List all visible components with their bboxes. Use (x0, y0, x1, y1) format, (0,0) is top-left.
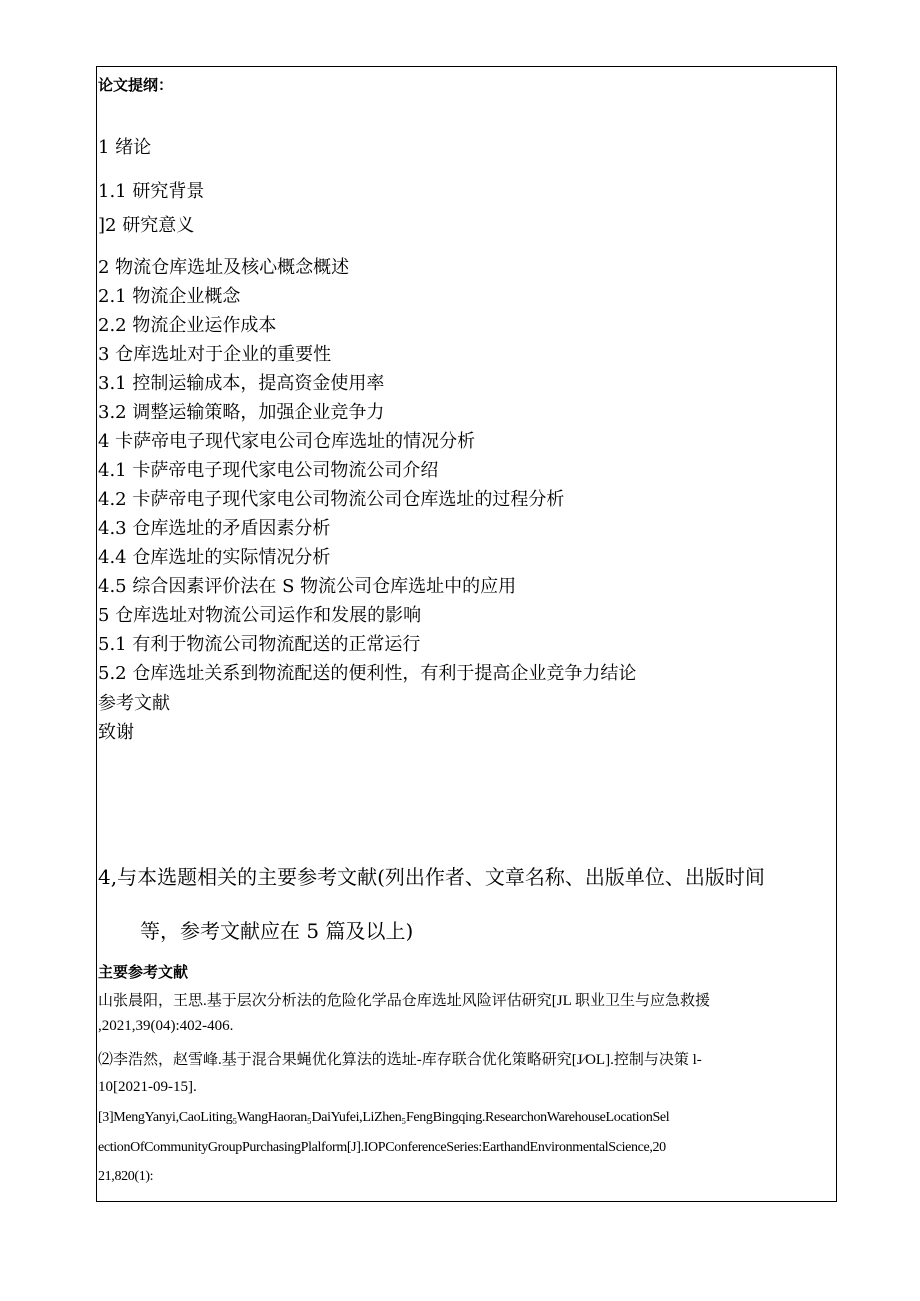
toc-item: 4.4 仓库选址的实际情况分析 (98, 547, 331, 568)
toc-item: 3 仓库选址对于企业的重要性 (98, 344, 332, 365)
toc-item: 4.5 综合因素评价法在 S 物流公司仓库选址中的应用 (98, 576, 517, 597)
section-heading-continued: 等，参考文献应在 5 篇及以上) (140, 919, 414, 943)
reference-line: [3]MengYanyi,CaoLiting₅WangHaoran₅DaiYufei,LiZhen₅FengBingqing.ResearchonWarehouseLocationSel (98, 1110, 670, 1125)
toc-item: 1 绪论 (98, 137, 152, 158)
toc-item: 3.2 调整运输策略，加强企业竞争力 (98, 402, 385, 423)
toc-item: 4 卡萨帝电子现代家电公司仓库选址的情况分析 (98, 431, 476, 452)
outline-title: 论文提纲： (98, 76, 174, 94)
toc-item: 5.1 有利于物流公司物流配送的正常运行 (98, 634, 421, 655)
reference-line: ectionOfCommunityGroupPurchasingPlalform[J].IOPConferenceSeries:EarthandEnvironmentalScience,20 (98, 1140, 666, 1155)
toc-item: 4.2 卡萨帝电子现代家电公司物流公司仓库选址的过程分析 (98, 489, 565, 510)
toc-item: ]2 研究意义 (98, 215, 195, 236)
reference-line: ⑵李浩然，赵雪峰.基于混合果蝇优化算法的选址-库存联合优化策略研究[J⁄OL].控制与决策 l- (98, 1052, 702, 1068)
toc-item: 4.3 仓库选址的矛盾因素分析 (98, 518, 331, 539)
toc-item: 致谢 (98, 722, 134, 743)
reference-line: 山张晨阳，王思.基于层次分析法的危险化学品仓库选址风险评估研究[JL 职业卫生与应急救援 (98, 993, 710, 1009)
reference-line: ,2021,39(04):402-406. (98, 1018, 234, 1034)
toc-item: 1.1 研究背景 (98, 181, 205, 202)
reference-line: 10[2021-09-15]. (98, 1079, 197, 1095)
toc-item: 5.2 仓库选址关系到物流配送的便利性，有利于提高企业竞争力结论 (98, 663, 637, 684)
toc-item: 2 物流仓库选址及核心概念概述 (98, 257, 350, 278)
toc-item: 3.1 控制运输成本，提高资金使用率 (98, 373, 385, 394)
toc-item: 2.2 物流企业运作成本 (98, 315, 277, 336)
reference-line: 21,820(1): (98, 1169, 154, 1184)
toc-item: 2.1 物流企业概念 (98, 286, 241, 307)
toc-item: 5 仓库选址对物流公司运作和发展的影响 (98, 605, 422, 626)
toc-item: 4.1 卡萨帝电子现代家电公司物流公司介绍 (98, 460, 439, 481)
toc-item: 参考文献 (98, 693, 170, 714)
section-heading: 4,与本选题相关的主要参考文献(列出作者、文章名称、出版单位、出版时间 (98, 865, 765, 889)
references-title: 主要参考文献 (98, 963, 189, 981)
